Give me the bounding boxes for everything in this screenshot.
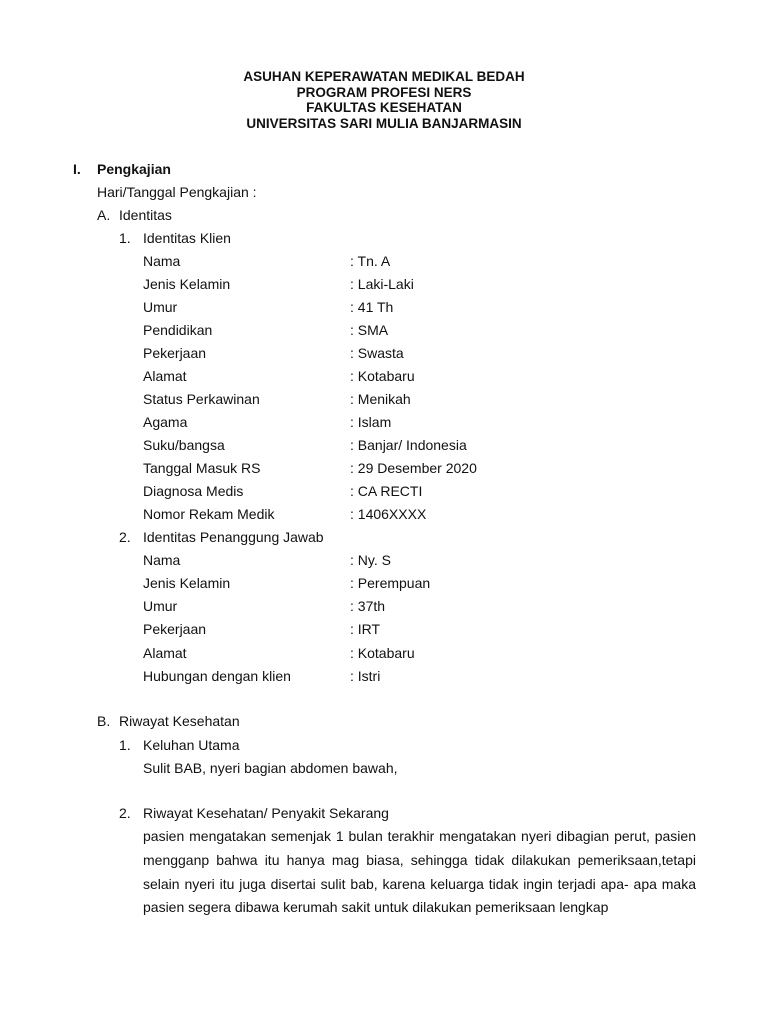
field-value: : Menikah <box>350 391 411 407</box>
subsection-letter: B. <box>97 713 111 729</box>
field-label: Umur <box>143 598 178 614</box>
field-label: Diagnosa Medis <box>143 483 244 499</box>
field-label: Nama <box>143 552 181 568</box>
field-label: Pekerjaan <box>143 621 207 637</box>
doc-title-line-2: PROGRAM PROFESI NERS <box>296 85 472 100</box>
field-value: : IRT <box>350 621 381 637</box>
subsection-title: Identitas <box>119 207 172 223</box>
item-title: Identitas Penanggung Jawab <box>143 529 324 545</box>
doc-title-line-4: UNIVERSITAS SARI MULIA BANJARMASIN <box>246 116 522 131</box>
item-title: Identitas Klien <box>143 230 231 246</box>
field-label: Agama <box>143 414 188 430</box>
field-label: Nama <box>143 253 181 269</box>
assessment-date-label: Hari/Tanggal Pengkajian : <box>97 184 257 200</box>
field-value: : 1406XXXX <box>350 506 427 522</box>
field-label: Jenis Kelamin <box>143 276 231 292</box>
item-number: 1. <box>119 737 131 753</box>
field-value: : Islam <box>350 414 392 430</box>
field-value: : Istri <box>350 668 381 684</box>
field-value: : CA RECTI <box>350 483 423 499</box>
section-title: Pengkajian <box>97 161 171 177</box>
field-value: : 29 Desember 2020 <box>350 460 477 476</box>
item-number: 2. <box>119 529 131 545</box>
field-value: : Banjar/ Indonesia <box>350 437 467 453</box>
field-label: Status Perkawinan <box>143 391 260 407</box>
item-title: Keluhan Utama <box>143 737 240 753</box>
field-label: Nomor Rekam Medik <box>143 506 275 522</box>
chief-complaint-text: Sulit BAB, nyeri bagian abdomen bawah, <box>143 760 398 776</box>
item-number: 2. <box>119 805 131 821</box>
field-label: Suku/bangsa <box>143 437 225 453</box>
field-value: : Laki-Laki <box>350 276 414 292</box>
field-value: : Tn. A <box>350 253 391 269</box>
field-label: Alamat <box>143 645 187 661</box>
doc-title-line-1: ASUHAN KEPERAWATAN MEDIKAL BEDAH <box>243 69 525 84</box>
field-label: Pekerjaan <box>143 345 207 361</box>
field-value: : SMA <box>350 322 389 338</box>
field-value: : 41 Th <box>350 299 394 315</box>
field-label: Jenis Kelamin <box>143 575 231 591</box>
field-value: : Swasta <box>350 345 404 361</box>
field-value: : Perempuan <box>350 575 431 591</box>
field-value: : Kotabaru <box>350 368 415 384</box>
field-label: Alamat <box>143 368 187 384</box>
field-value: : 37th <box>350 598 386 614</box>
history-paragraph-line: selain nyeri itu juga disertai sulit bab, karena keluarga tidak ingin terjadi apa- apa maka <box>143 876 696 892</box>
item-title: Riwayat Kesehatan/ Penyakit Sekarang <box>143 805 389 821</box>
section-number: I. <box>73 161 81 177</box>
history-paragraph-line: mengganp bahwa itu hanya mag biasa, sehingga tidak dilakukan pemeriksaan,tetapi <box>143 852 696 868</box>
field-label: Tanggal Masuk RS <box>143 460 261 476</box>
field-value: : Ny. S <box>350 552 391 568</box>
history-paragraph-line: pasien mengatakan semenjak 1 bulan terakhir mengatakan nyeri dibagian perut, pasien <box>143 828 696 844</box>
subsection-title: Riwayat Kesehatan <box>119 713 240 729</box>
subsection-letter: A. <box>97 207 111 223</box>
doc-title-line-3: FAKULTAS KESEHATAN <box>306 100 462 115</box>
field-label: Umur <box>143 299 178 315</box>
item-number: 1. <box>119 230 131 246</box>
history-paragraph-line: pasien segera dibawa kerumah sakit untuk dilakukan pemeriksaan lengkap <box>143 899 609 915</box>
field-label: Hubungan dengan klien <box>143 668 291 684</box>
field-label: Pendidikan <box>143 322 213 338</box>
field-value: : Kotabaru <box>350 645 415 661</box>
